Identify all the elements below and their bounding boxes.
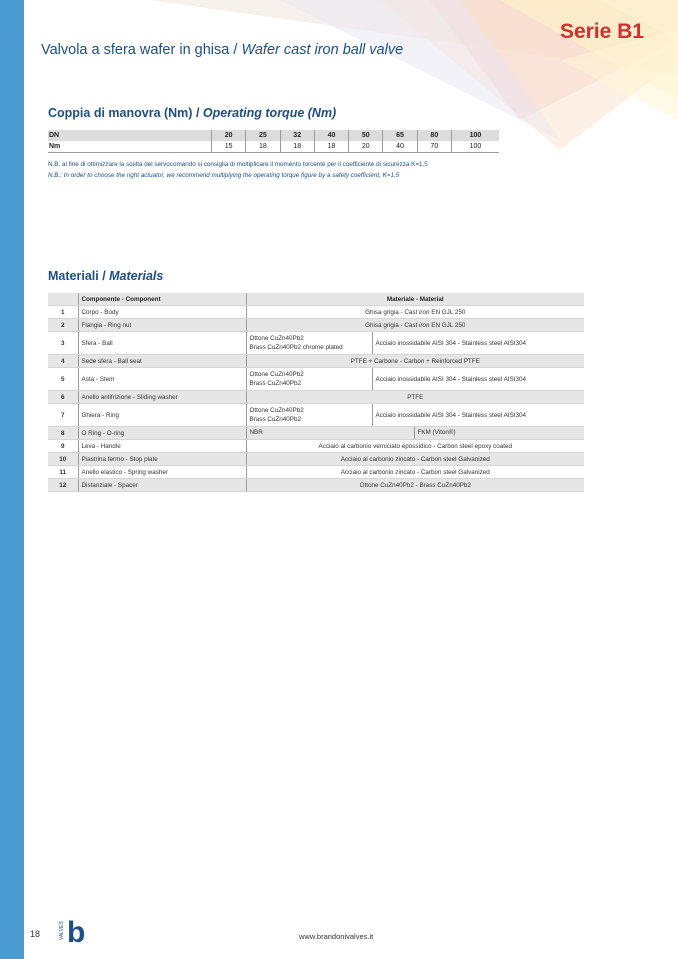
material-cell-right: Acciaio inossidabile AISI 304 - Stainless steel AISI304	[372, 368, 584, 391]
table-row	[48, 306, 584, 319]
component-name: Piastrina fermo - Stop plate	[78, 453, 246, 466]
table-row	[48, 332, 584, 355]
table-row	[48, 440, 584, 453]
brandoni-logo	[59, 910, 90, 949]
material-cell-right: Acciaio inossidabile AISI 304 - Stainless steel AISI304	[372, 404, 584, 427]
row-number: 8	[48, 427, 78, 440]
svg-text:VALVES: VALVES	[59, 921, 65, 940]
component-name: Leva - Handle	[78, 440, 246, 453]
dn-value: 50	[349, 130, 383, 141]
component-name: Ghiera - Ring	[78, 404, 246, 427]
torque-note-italian: N.B. al fine di ottimizzare la scelta del servocomando si consiglia di moltiplicare il momento torcente per il coefficiente di sicurezza K=1,5	[48, 161, 428, 168]
component-header: Componente - Component	[78, 293, 246, 306]
nm-value: 40	[383, 141, 417, 153]
component-name: Flangia - Ring nut	[78, 319, 246, 332]
row-number: 7	[48, 404, 78, 427]
component-name: Asta - Stem	[78, 368, 246, 391]
component-name: Anello antifrizione - Sliding washer	[78, 391, 246, 404]
page-number: 18	[30, 929, 41, 939]
number-header	[48, 293, 78, 306]
table-row	[48, 479, 584, 492]
dn-value: 32	[280, 130, 314, 141]
materials-heading: Materiali / Materials	[48, 269, 164, 283]
torque-nm-row	[48, 141, 499, 153]
nm-value: 18	[314, 141, 348, 153]
material-cell: NBR FKM (Viton®)	[246, 427, 584, 440]
dn-value: 20	[212, 130, 246, 141]
component-name: Sede sfera - Ball seat	[78, 355, 246, 368]
page-subtitle: Valvola a sfera wafer in ghisa / Wafer cast iron ball valve	[41, 42, 404, 58]
row-number: 3	[48, 332, 78, 355]
series-title: Serie B1	[559, 20, 644, 43]
material-cell: PTFE + Carbone - Carbon + Reinforced PTFE	[246, 355, 584, 368]
component-name: Anello elastico - Spring washer	[78, 466, 246, 479]
material-cell: Ghisa grigia - Cast iron EN GJL 250	[246, 306, 584, 319]
svg-text:b: b	[67, 916, 86, 949]
component-name: O Ring - O-ring	[78, 427, 246, 440]
row-number: 1	[48, 306, 78, 319]
nm-value: 100	[451, 141, 499, 153]
nm-value: 70	[417, 141, 451, 153]
dn-value: 25	[246, 130, 280, 141]
material-cell-left: Ottone CuZn40Pb2 Brass CuZn40Pb2	[246, 368, 372, 391]
row-number: 9	[48, 440, 78, 453]
row-number: 10	[48, 453, 78, 466]
table-row	[48, 368, 584, 391]
row-number: 5	[48, 368, 78, 391]
dn-value: 100	[451, 130, 499, 141]
table-row	[48, 319, 584, 332]
torque-note-english: N.B.: In order to choose the right actuator, we recommend multiplying the operating torque figure by a safety coefficient, K=1,5	[48, 172, 400, 179]
dn-value: 40	[314, 130, 348, 141]
material-cell: Acciaio al carbonio zincato - Carbon steel Galvanized	[246, 453, 584, 466]
dn-label: DN	[48, 130, 212, 141]
table-row	[48, 355, 584, 368]
table-row	[48, 404, 584, 427]
component-name: Corpo - Body	[78, 306, 246, 319]
table-row	[48, 427, 584, 440]
website-url: www.brandonivalves.it	[299, 932, 374, 941]
component-name: Distanziale - Spacer	[78, 479, 246, 492]
row-number: 2	[48, 319, 78, 332]
table-row	[48, 466, 584, 479]
material-header: Materiale - Material	[246, 293, 584, 306]
material-cell: Acciaio al carbonio zincato - Carbon steel Galvanized	[246, 466, 584, 479]
torque-dn-row	[48, 130, 499, 141]
nm-label: Nm	[48, 141, 212, 153]
material-cell: Ghisa grigia - Cast iron EN GJL 250	[246, 319, 584, 332]
material-cell-left: Ottone CuZn40Pb2 Brass CuZn40Pb2 chrome plated	[246, 332, 372, 355]
material-cell: Acciaio al carbonio verniciato epossidico - Carbon steel epoxy coated	[246, 440, 584, 453]
row-number: 11	[48, 466, 78, 479]
material-cell-left: Ottone CuZn40Pb2 Brass CuZn40Pb2	[246, 404, 372, 427]
component-name: Sfera - Ball	[78, 332, 246, 355]
material-cell: PTFE	[246, 391, 584, 404]
table-row	[48, 453, 584, 466]
material-cell: Ottone CuZn40Pb2 - Brass CuZn40Pb2	[246, 479, 584, 492]
table-row	[48, 391, 584, 404]
torque-table	[48, 130, 499, 153]
nm-value: 15	[212, 141, 246, 153]
row-number: 12	[48, 479, 78, 492]
materials-table	[48, 293, 584, 492]
nm-value: 18	[246, 141, 280, 153]
row-number: 4	[48, 355, 78, 368]
nm-value: 18	[280, 141, 314, 153]
torque-heading: Coppia di manovra (Nm) / Operating torque (Nm)	[48, 106, 337, 120]
row-number: 6	[48, 391, 78, 404]
dn-value: 65	[383, 130, 417, 141]
materials-header-row	[48, 293, 584, 306]
dn-value: 80	[417, 130, 451, 141]
nm-value: 20	[349, 141, 383, 153]
material-cell-right: Acciaio inossidabile AISI 304 - Stainless steel AISI304	[372, 332, 584, 355]
